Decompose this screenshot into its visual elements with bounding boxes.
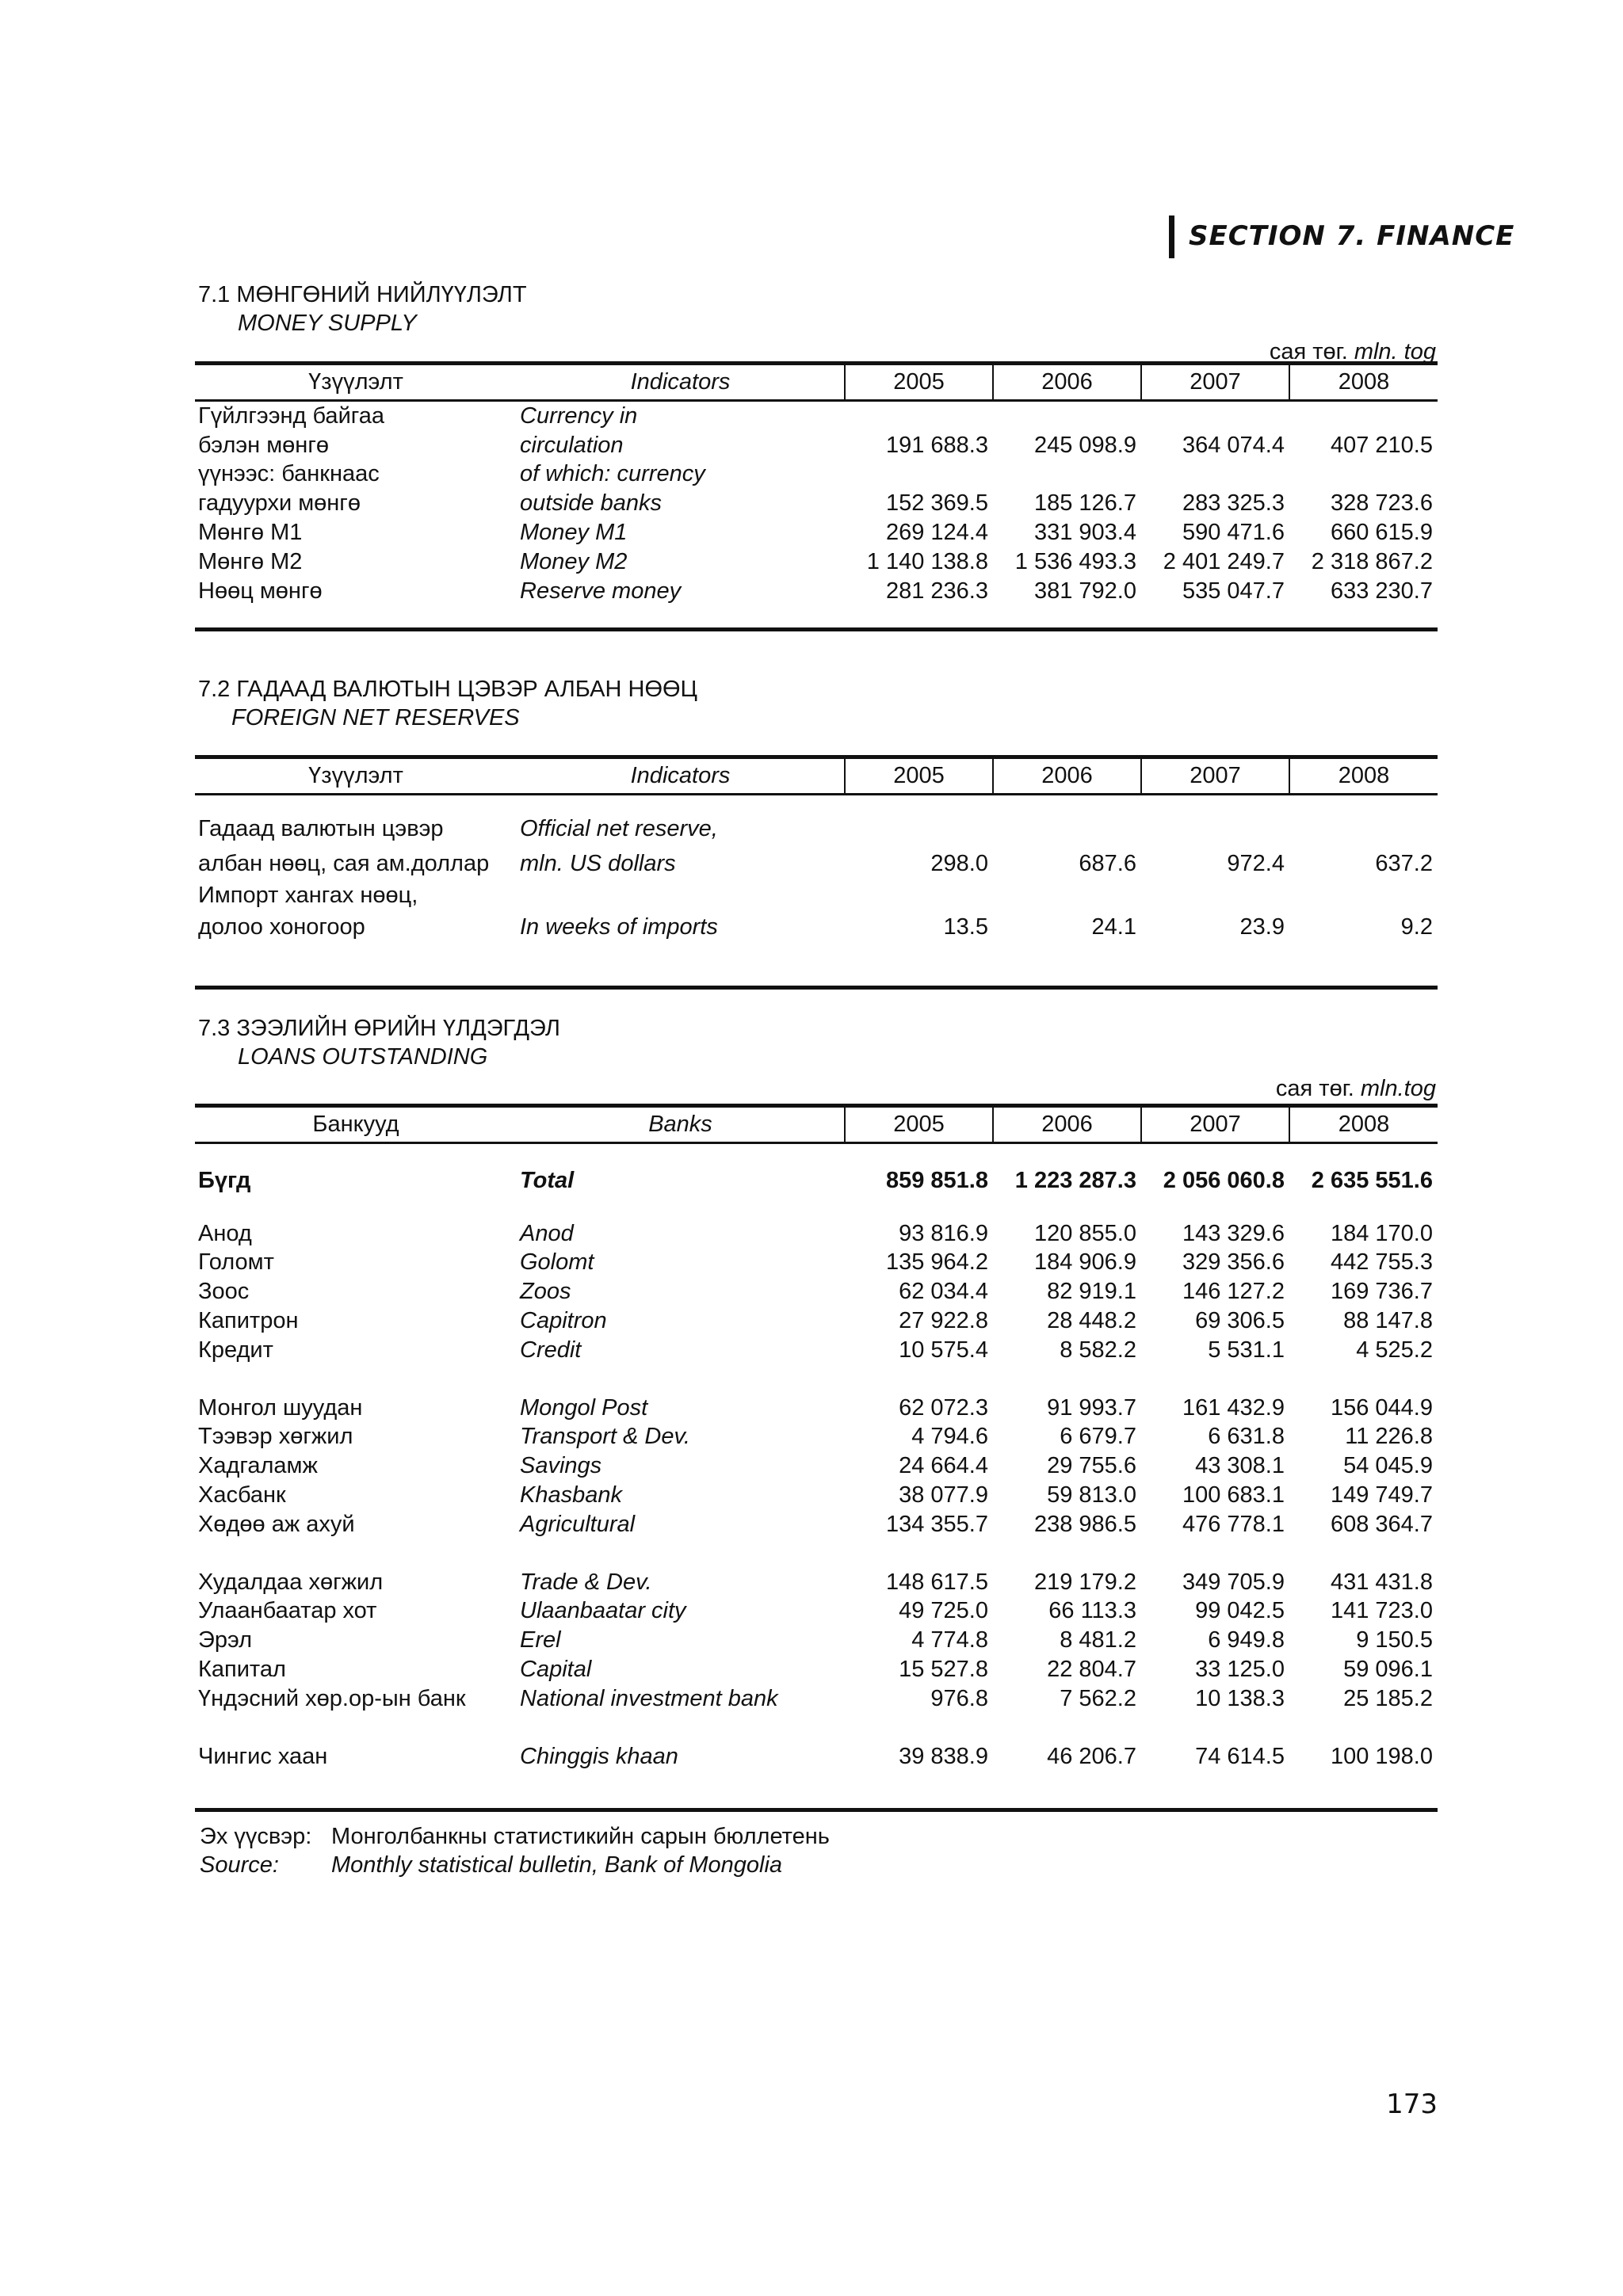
row-label-en: Money M1 [520, 520, 628, 546]
value-cell [1141, 811, 1289, 846]
value-cell: 972.4 [1227, 850, 1285, 876]
t1-title-mn: 7.1 МӨНГӨНИЙ НИЙЛҮҮЛЭЛТ [198, 282, 527, 307]
table-header-row [195, 757, 1438, 795]
value-cell: 49 725.0 [899, 1598, 988, 1624]
table-row [195, 1277, 1438, 1306]
value-cell: 328 723.6 [1330, 490, 1433, 517]
value-cell: 148 617.5 [885, 1569, 988, 1595]
value-cell: 281 236.3 [885, 578, 988, 604]
row-label-en: of which: currency [520, 461, 705, 487]
col-header-year: 2008 [1289, 1106, 1438, 1143]
value-cell: 93 816.9 [899, 1220, 988, 1246]
t1-unit-mn: сая төг. [1269, 339, 1348, 364]
row-label-mn: Худалдаа хөгжил [198, 1569, 384, 1595]
value-cell: 66 113.3 [1048, 1598, 1136, 1624]
value-cell: 82 919.1 [1047, 1279, 1136, 1305]
row-label-en: Savings [520, 1453, 602, 1479]
value-cell: 62 034.4 [899, 1279, 988, 1305]
value-cell: 25 185.2 [1343, 1685, 1433, 1711]
row-label-mn: Хадгаламж [198, 1453, 318, 1479]
value-cell: 6 679.7 [1060, 1424, 1136, 1450]
table-row [195, 881, 1438, 910]
value-cell: 39 838.9 [899, 1743, 988, 1769]
value-cell: 74 614.5 [1195, 1743, 1285, 1769]
value-cell [1289, 881, 1438, 910]
value-cell: 143 329.6 [1182, 1220, 1285, 1246]
row-label-mn: Голомт [198, 1249, 274, 1276]
row-label-mn: Нөөц мөнгө [198, 578, 323, 604]
table-row [195, 1481, 1438, 1510]
col-header-en: Banks [517, 1106, 845, 1143]
value-cell: 283 325.3 [1182, 490, 1285, 517]
col-header-en: Indicators [517, 757, 845, 795]
t1-bottom-rule [195, 627, 1438, 631]
value-cell [993, 401, 1141, 431]
value-cell: 2 401 249.7 [1163, 548, 1285, 574]
row-label-en: Golomt [520, 1249, 594, 1276]
table-row [195, 547, 1438, 577]
t3-unit-mn: сая төг. [1275, 1076, 1354, 1101]
value-cell: 660 615.9 [1330, 520, 1433, 546]
value-cell: 9 150.5 [1356, 1627, 1433, 1653]
value-cell: 1 223 287.3 [1014, 1167, 1136, 1193]
col-header-mn: Үзүүлэлт [195, 757, 517, 795]
value-cell: 269 124.4 [885, 520, 988, 546]
value-cell: 54 045.9 [1343, 1453, 1433, 1479]
value-cell: 219 179.2 [1033, 1569, 1136, 1595]
col-header-year: 2007 [1141, 757, 1289, 795]
col-header-en: Indicators [517, 364, 845, 401]
row-label-mn: Анод [198, 1220, 252, 1246]
value-cell [993, 460, 1141, 490]
source-text-mn: Монголбанкны статистикийн сарын бюллетень [331, 1824, 830, 1849]
value-cell: 976.8 [930, 1685, 988, 1711]
row-label-en: Total [520, 1167, 575, 1193]
value-cell: 134 355.7 [885, 1511, 988, 1537]
value-cell: 8 582.2 [1060, 1337, 1136, 1363]
value-cell: 4 525.2 [1356, 1337, 1433, 1363]
value-cell: 99 042.5 [1195, 1598, 1285, 1624]
value-cell: 88 147.8 [1343, 1308, 1433, 1334]
row-label-mn: Бүгд [198, 1167, 251, 1193]
spacer-cell [195, 1539, 1438, 1568]
row-label-en: mln. US dollars [520, 850, 676, 876]
row-label-mn: Хөдөө аж ахуй [198, 1511, 355, 1537]
value-cell: 6 631.8 [1208, 1424, 1285, 1450]
table-row [195, 1597, 1438, 1627]
value-cell: 637.2 [1375, 850, 1433, 876]
value-cell: 535 047.7 [1182, 578, 1285, 604]
value-cell: 407 210.5 [1330, 432, 1433, 458]
row-label-en: Mongol Post [520, 1394, 648, 1421]
row-label-en: Khasbank [520, 1482, 622, 1508]
value-cell: 687.6 [1079, 850, 1136, 876]
value-cell: 149 749.7 [1330, 1482, 1433, 1508]
row-label-en: Money M2 [520, 548, 628, 574]
row-label-mn: Капитрон [198, 1308, 299, 1334]
value-cell: 245 098.9 [1033, 432, 1136, 458]
spacer-cell [195, 1196, 1438, 1219]
money-supply-table [195, 361, 1438, 606]
t1-unit-en: mln. tog [1354, 339, 1436, 364]
spacer-row [195, 1714, 1438, 1742]
row-label-en: Transport & Dev. [520, 1424, 690, 1450]
value-cell: 8 481.2 [1060, 1627, 1136, 1653]
source-label-mn: Эх үүсвэр: [200, 1824, 312, 1849]
value-cell: 59 813.0 [1047, 1482, 1136, 1508]
value-cell: 6 949.8 [1208, 1627, 1285, 1653]
table-row [195, 910, 1438, 945]
row-label-mn: Улаанбаатар хот [198, 1598, 377, 1624]
value-cell: 10 138.3 [1195, 1685, 1285, 1711]
value-cell: 4 794.6 [911, 1424, 988, 1450]
spacer-cell [195, 795, 1438, 812]
table-header-row [195, 364, 1438, 401]
value-cell: 608 364.7 [1330, 1511, 1433, 1537]
row-label-en: Official net reserve, [520, 815, 718, 841]
row-label-en: Ulaanbaatar city [520, 1598, 686, 1624]
table-row [195, 518, 1438, 547]
table-row [195, 1166, 1438, 1196]
table-row [195, 460, 1438, 490]
value-cell [1289, 811, 1438, 846]
value-cell: 28 448.2 [1047, 1308, 1136, 1334]
value-cell: 1 140 138.8 [866, 548, 988, 574]
value-cell [845, 460, 993, 490]
table-row [195, 1742, 1438, 1772]
table-row [195, 1394, 1438, 1423]
col-header-year: 2006 [993, 1106, 1141, 1143]
value-cell: 156 044.9 [1330, 1394, 1433, 1421]
row-label-mn: албан нөөц, сая ам.доллар [198, 850, 490, 876]
row-label-mn: Капитал [198, 1657, 286, 1683]
row-label-mn: долоо хоногоор [198, 914, 365, 940]
row-label-en: Zoos [520, 1279, 571, 1305]
value-cell: 15 527.8 [899, 1657, 988, 1683]
spacer-row [195, 1365, 1438, 1394]
value-cell: 33 125.0 [1195, 1657, 1285, 1683]
table-row [195, 401, 1438, 431]
value-cell: 91 993.7 [1047, 1394, 1136, 1421]
row-label-mn: Кредит [198, 1337, 273, 1363]
page-number: 173 [1386, 2088, 1438, 2120]
table-row [195, 1306, 1438, 1336]
foreign-reserves-table [195, 755, 1438, 945]
table-row [195, 577, 1438, 606]
t2-title-mn: 7.2 ГАДААД ВАЛЮТЫН ЦЭВЭР АЛБАН НӨӨЦ [198, 677, 698, 702]
value-cell: 476 778.1 [1182, 1511, 1285, 1537]
col-header-mn: Банкууд [195, 1106, 517, 1143]
table-row [195, 431, 1438, 460]
row-label-mn: Чингис хаан [198, 1743, 328, 1769]
value-cell: 859 851.8 [885, 1167, 988, 1193]
value-cell [1289, 401, 1438, 431]
row-label-en: National investment bank [520, 1685, 778, 1711]
col-header-year: 2008 [1289, 757, 1438, 795]
source-line-en [200, 1852, 782, 1878]
spacer-cell [195, 1365, 1438, 1394]
value-cell: 152 369.5 [885, 490, 988, 517]
value-cell: 100 683.1 [1182, 1482, 1285, 1508]
value-cell: 46 206.7 [1047, 1743, 1136, 1769]
value-cell: 381 792.0 [1033, 578, 1136, 604]
value-cell: 298.0 [930, 850, 988, 876]
row-label-en: Reserve money [520, 578, 682, 604]
table-row [195, 1568, 1438, 1597]
row-label-en: Currency in [520, 402, 638, 429]
t2-title-en: FOREIGN NET RESERVES [231, 705, 520, 730]
value-cell: 329 356.6 [1182, 1249, 1285, 1276]
section-label: SECTION 7. FINANCE [1189, 220, 1515, 252]
value-cell [845, 811, 993, 846]
col-header-year: 2006 [993, 364, 1141, 401]
row-label-en [517, 881, 845, 910]
col-header-year: 2007 [1141, 364, 1289, 401]
row-label-en: Chinggis khaan [520, 1743, 678, 1769]
row-label-mn: Гадаад валютын цэвэр [198, 815, 444, 841]
row-label-mn: Монгол шуудан [198, 1394, 363, 1421]
value-cell: 23.9 [1239, 914, 1285, 940]
table-row [195, 1451, 1438, 1481]
value-cell: 442 755.3 [1330, 1249, 1433, 1276]
value-cell: 7 562.2 [1060, 1685, 1136, 1711]
value-cell: 191 688.3 [885, 432, 988, 458]
value-cell [1141, 460, 1289, 490]
value-cell: 100 198.0 [1330, 1743, 1433, 1769]
value-cell: 22 804.7 [1047, 1657, 1136, 1683]
value-cell: 590 471.6 [1182, 520, 1285, 546]
value-cell: 24.1 [1091, 914, 1136, 940]
value-cell: 27 922.8 [899, 1308, 988, 1334]
t3-unit-en: mln.tog [1360, 1076, 1436, 1101]
col-header-year: 2005 [845, 1106, 993, 1143]
value-cell: 11 226.8 [1345, 1424, 1433, 1450]
value-cell: 62 072.3 [899, 1394, 988, 1421]
t3-unit [1276, 1076, 1436, 1102]
row-label-mn: бэлэн мөнгө [198, 432, 330, 458]
row-label-mn: Үндэсний хөр.ор-ын банк [198, 1685, 466, 1711]
value-cell: 13.5 [943, 914, 988, 940]
row-label-en: Agricultural [520, 1511, 636, 1537]
t3-title-en: LOANS OUTSTANDING [238, 1044, 488, 1070]
value-cell [1141, 401, 1289, 431]
table-row [195, 1219, 1438, 1249]
spacer-row [195, 1143, 1438, 1167]
spacer-cell [195, 1143, 1438, 1167]
source-line-mn [200, 1824, 830, 1850]
row-label-mn: үүнээс: банкнаас [198, 461, 380, 487]
value-cell: 184 906.9 [1033, 1249, 1136, 1276]
row-label-mn: Гүйлгээнд байгаа [198, 402, 384, 429]
value-cell: 29 755.6 [1047, 1453, 1136, 1479]
row-label-en: circulation [520, 432, 624, 458]
row-label-mn: Мөнгө М1 [198, 520, 303, 546]
row-label-en: Anod [520, 1220, 574, 1246]
value-cell [993, 811, 1141, 846]
row-label-mn: Мөнгө М2 [198, 548, 303, 574]
value-cell: 120 855.0 [1033, 1220, 1136, 1246]
row-label-mn: Хасбанк [198, 1482, 286, 1508]
row-label-en: In weeks of imports [520, 914, 718, 940]
value-cell [993, 881, 1141, 910]
value-cell: 135 964.2 [885, 1249, 988, 1276]
t1-title-en: MONEY SUPPLY [238, 311, 417, 336]
value-cell: 9.2 [1400, 914, 1433, 940]
row-label-mn: Тээвэр хөгжил [198, 1424, 353, 1450]
col-header-year: 2008 [1289, 364, 1438, 401]
value-cell: 349 705.9 [1182, 1569, 1285, 1595]
row-label-en: Trade & Dev. [520, 1569, 652, 1595]
table-header-row [195, 1106, 1438, 1143]
table-row [195, 1423, 1438, 1452]
value-cell: 364 074.4 [1182, 432, 1285, 458]
col-header-year: 2006 [993, 757, 1141, 795]
section-marker-bar [1169, 215, 1174, 258]
value-cell: 431 431.8 [1330, 1569, 1433, 1595]
row-label-en: Credit [520, 1337, 582, 1363]
value-cell: 2 635 551.6 [1311, 1167, 1433, 1193]
value-cell: 69 306.5 [1195, 1308, 1285, 1334]
row-label-mn: Зоос [198, 1279, 250, 1305]
t3-bottom-rule [195, 1808, 1438, 1812]
table-row [195, 811, 1438, 846]
value-cell [845, 881, 993, 910]
value-cell: 1 536 493.3 [1014, 548, 1136, 574]
col-header-year: 2007 [1141, 1106, 1289, 1143]
value-cell [1289, 460, 1438, 490]
value-cell: 185 126.7 [1033, 490, 1136, 517]
value-cell: 5 531.1 [1208, 1337, 1285, 1363]
value-cell: 633 230.7 [1330, 578, 1433, 604]
row-label-en: Erel [520, 1627, 561, 1653]
value-cell: 161 432.9 [1182, 1394, 1285, 1421]
value-cell: 59 096.1 [1343, 1657, 1433, 1683]
source-label-en: Source: [200, 1852, 279, 1878]
value-cell: 10 575.4 [899, 1337, 988, 1363]
loans-outstanding-table [195, 1104, 1438, 1772]
value-cell: 238 986.5 [1033, 1511, 1136, 1537]
table-row [195, 1510, 1438, 1539]
table-row [195, 1655, 1438, 1684]
value-cell: 24 664.4 [899, 1453, 988, 1479]
table-row [195, 489, 1438, 518]
value-cell: 331 903.4 [1033, 520, 1136, 546]
row-label-en: Capital [520, 1657, 592, 1683]
value-cell [845, 401, 993, 431]
value-cell: 169 736.7 [1330, 1279, 1433, 1305]
value-cell: 38 077.9 [899, 1482, 988, 1508]
row-label-mn: Эрэл [198, 1627, 253, 1653]
col-header-year: 2005 [845, 757, 993, 795]
table-row [195, 1684, 1438, 1714]
value-cell: 4 774.8 [911, 1627, 988, 1653]
row-label-mn: гадуурхи мөнгө [198, 490, 361, 517]
col-header-year: 2005 [845, 364, 993, 401]
value-cell [1141, 881, 1289, 910]
t2-bottom-rule [195, 986, 1438, 990]
source-text-en: Monthly statistical bulletin, Bank of Mongolia [331, 1852, 783, 1878]
spacer-cell [195, 1714, 1438, 1742]
value-cell: 2 318 867.2 [1311, 548, 1433, 574]
table-row [195, 846, 1438, 881]
table-row [195, 1626, 1438, 1655]
value-cell: 141 723.0 [1330, 1598, 1433, 1624]
spacer-row [195, 795, 1438, 812]
table-row [195, 1249, 1438, 1278]
row-label-mn: Импорт хангах нөөц, [198, 882, 418, 908]
value-cell: 43 308.1 [1195, 1453, 1285, 1479]
col-header-mn: Үзүүлэлт [195, 364, 517, 401]
spacer-row [195, 1196, 1438, 1219]
row-label-en: Capitron [520, 1308, 607, 1334]
row-label-en: outside banks [520, 490, 662, 517]
value-cell: 2 056 060.8 [1163, 1167, 1285, 1193]
value-cell: 184 170.0 [1330, 1220, 1433, 1246]
spacer-row [195, 1539, 1438, 1568]
table-row [195, 1336, 1438, 1365]
t3-title-mn: 7.3 ЗЭЭЛИЙН ӨРИЙН ҮЛДЭГДЭЛ [198, 1016, 560, 1041]
value-cell: 146 127.2 [1182, 1279, 1285, 1305]
